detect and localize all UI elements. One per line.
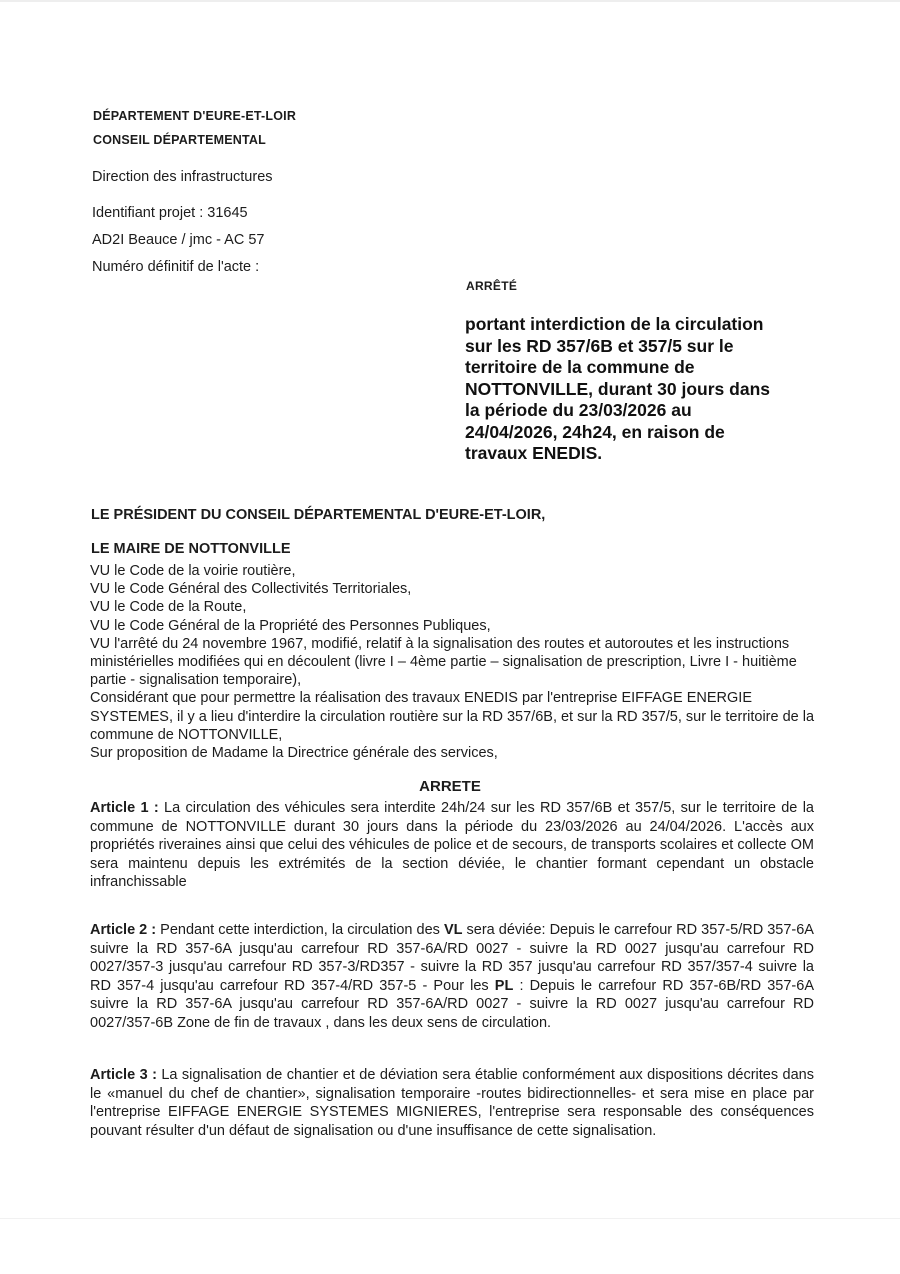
act-number: Numéro définitif de l'acte :	[92, 259, 260, 275]
scan-edge-bottom	[0, 1218, 900, 1219]
project-id: Identifiant projet : 31645	[92, 205, 248, 221]
department-name: DÉPARTEMENT D'EURE-ET-LOIR	[93, 109, 297, 123]
proposition-item: Sur proposition de Madame la Directrice générale des services,	[90, 745, 498, 762]
title-line: 24/04/2026, 24h24, en raison de	[465, 421, 725, 442]
visa-item: VU le Code Général des Collectivités Territoriales,	[90, 581, 412, 598]
arrete-heading: ARRETE	[419, 778, 481, 795]
article-1	[90, 799, 814, 892]
article-3-text: La signalisation de chantier et de déviation sera établie conformément aux dispositions décrites dans le «manuel du chef de chantier», signalisation temporaire -routes bidirectionnelles- et sera mise en place par l'entreprise EIFFAGE ENERGIE SYSTEMES MIGNIERES, l'entreprise sera responsable des conséquences pouvant résulter d'un défaut de signalisation ou d'une insuffisance de cette signalisation.	[90, 1067, 814, 1139]
title-line: la période du 23/03/2026 au	[465, 400, 692, 420]
article-2-text: Pendant cette interdiction, la circulation des	[156, 922, 444, 938]
title-line: sur les RD 357/6B et 357/5 sur le	[465, 335, 734, 356]
council-name: CONSEIL DÉPARTEMENTAL	[93, 133, 266, 147]
article-3-label: Article 3 :	[90, 1067, 157, 1083]
article-3	[90, 1066, 814, 1140]
title-line: portant interdiction de la circulation	[465, 314, 764, 334]
title-line: travaux ENEDIS.	[465, 443, 603, 463]
title-line: territoire de la commune de	[465, 357, 695, 377]
article-2-vl: VL	[443, 922, 463, 938]
direction-name: Direction des infrastructures	[92, 169, 273, 185]
visa-item: VU le Code de la voirie routière,	[90, 563, 296, 579]
article-2-text: : Depuis le carrefour RD 357-6B/RD 357-6A suivre la RD 357-6A jusqu'au carrefour RD 357-6A/RD 0027 - suivre la RD 0027 jusqu'au carrefour RD 0027/357-6B Zone de fin de travaux , dans les deux sens de circulation.	[90, 977, 814, 1031]
considerant-item: Considérant que pour permettre la réalisation des travaux ENEDIS par l'entreprise EIFFAGE ENERGIE SYSTEMES, il y a lieu d'interdire la circulation routière sur la RD 357/6B, et sur la RD 357/5, sur le territoire de la commune de NOTTONVILLE,	[90, 690, 815, 743]
article-2	[90, 921, 814, 1033]
visa-item: VU le Code Général de la Propriété des Personnes Publiques,	[90, 617, 491, 634]
visa-item: VU l'arrêté du 24 novembre 1967, modifié, relatif à la signalisation des routes et autoroutes et les instructions ministérielles modifiées qui en découlent (livre I – 4ème partie – signalisation de prescription, Livre I - huitième partie - signalisation temporaire),	[90, 635, 797, 689]
article-1-label: Article 1 :	[90, 800, 159, 816]
mayor-heading: LE MAIRE DE NOTTONVILLE	[91, 541, 291, 557]
visa-item: VU le Code de la Route,	[90, 599, 247, 616]
decision-label: ARRÊTÉ	[466, 279, 518, 293]
title-line: NOTTONVILLE, durant 30 jours dans	[465, 378, 770, 399]
visas-list	[90, 562, 830, 762]
article-2-pl: PL	[494, 977, 514, 994]
president-heading: LE PRÉSIDENT DU CONSEIL DÉPARTEMENTAL D'EURE-ET-LOIR,	[91, 507, 546, 523]
scan-edge-top	[0, 0, 900, 2]
article-2-label: Article 2 :	[90, 922, 157, 938]
article-1-text: La circulation des véhicules sera interdite 24h/24 sur les RD 357/6B et 357/5, sur le territoire de la commune de NOTTONVILLE durant 30 jours dans la période du 23/03/2026 au 24/04/2026. L'accès aux propriétés riveraines ainsi que celui des véhicules de police et de secours, de transports scolaires et collecte OM sera maintenu depuis les extrémités de la section déviée, le chantier formant cependant un obstacle infranchissable	[90, 800, 814, 891]
article-2-text: sera déviée: Depuis le carrefour RD 357-5/RD 357-6A suivre la RD 357-6A jusqu'au carrefour RD 357-6A/RD 0027 - suivre la RD 0027 jusqu'au carrefour RD 0027/357-3 jusqu'au carrefour RD 357-3/RD357 - suivre la RD 357 jusqu'au carrefour RD 357/357-4 suivre la RD 357-4 jusqu'au carrefour RD 357-4/RD 357-5 - Pour les	[90, 922, 814, 994]
decision-title	[465, 314, 805, 465]
service-reference: AD2I Beauce / jmc - AC 57	[92, 232, 265, 248]
